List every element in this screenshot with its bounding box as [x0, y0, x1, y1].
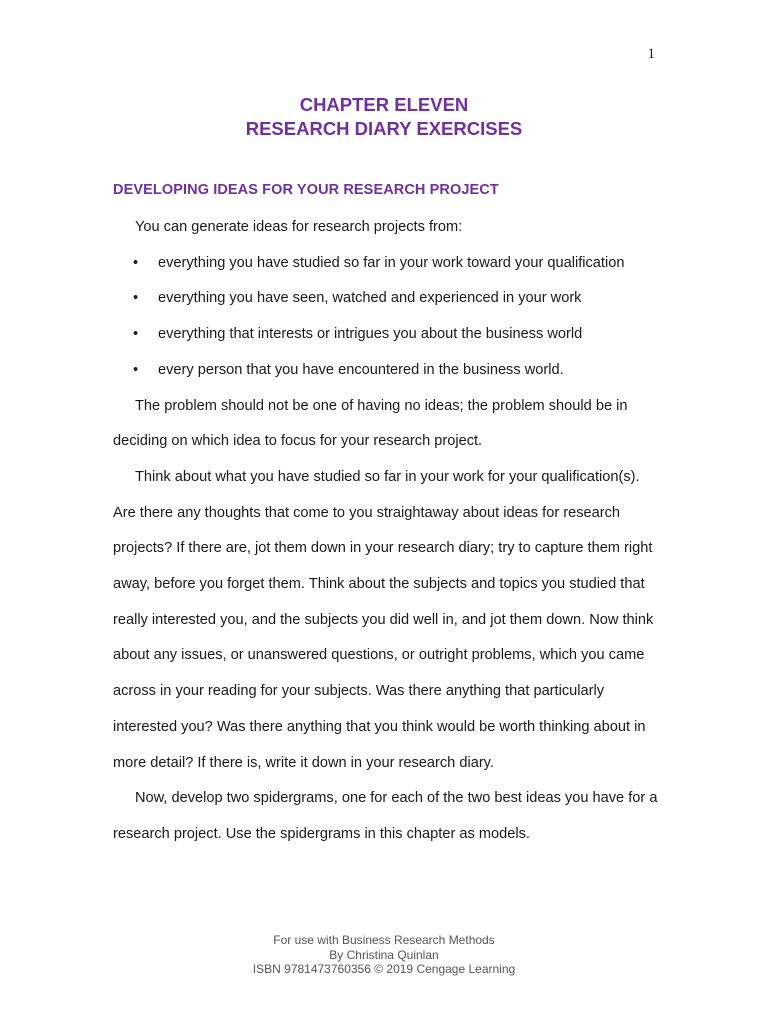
bullet-icon: • — [133, 254, 139, 271]
chapter-subtitle: RESEARCH DIARY EXERCISES — [245, 118, 523, 139]
list-item-text: everything you have studied so far in your work toward your qualification — [158, 254, 625, 271]
list-item — [113, 246, 658, 282]
footer-book-title: For use with Business Research Methods — [273, 933, 495, 947]
paragraph-spidergrams: Now, develop two spidergrams, one for each of the two best ideas you have for a research project. Use the spidergrams in this chapter as models. — [113, 790, 658, 842]
idea-sources-list — [113, 246, 658, 389]
paragraph-think-about: Think about what you have studied so far in your work for your qualification(s). Are there any thoughts that come to you straightaway about ideas for research projects? If there are, jot them down in your research diary; try to capture them right away, before you forget them. Think about the subjects and topics you studied that really interested you, and the subjects you did well in, and jot them down. Now think about any issues, or unanswered questions, or outright problems, which you came across in your reading for your subjects. Was there anything that particularly interested you? Was there anything that you think would be worth thinking about in more detail? If there is, write it down in your research diary. — [113, 468, 654, 771]
list-item-text: everything you have seen, watched and experienced in your work — [158, 290, 582, 307]
chapter-title: CHAPTER ELEVEN — [299, 94, 469, 115]
intro-paragraph: You can generate ideas for research projects from: — [135, 219, 463, 235]
body-text — [113, 210, 658, 853]
bullet-icon: • — [133, 361, 139, 378]
footer — [0, 933, 768, 977]
list-item — [113, 353, 658, 389]
page-number: 1 — [647, 46, 655, 62]
bullet-icon: • — [133, 290, 139, 307]
bullet-icon: • — [133, 326, 139, 343]
list-item — [113, 281, 658, 317]
list-item — [113, 317, 658, 353]
list-item-text: everything that interests or intrigues you about the business world — [158, 326, 583, 343]
footer-isbn: ISBN 9781473760356 © 2019 Cengage Learning — [252, 962, 516, 976]
paragraph-problem: The problem should not be one of having no ideas; the problem should be in deciding on which idea to focus for your research project. — [113, 397, 628, 450]
list-item-text: every person that you have encountered in the business world. — [158, 361, 564, 378]
footer-author: By Christina Quinlan — [329, 947, 439, 962]
chapter-title-block — [0, 93, 768, 141]
section-heading: DEVELOPING IDEAS FOR YOUR RESEARCH PROJECT — [113, 182, 499, 198]
